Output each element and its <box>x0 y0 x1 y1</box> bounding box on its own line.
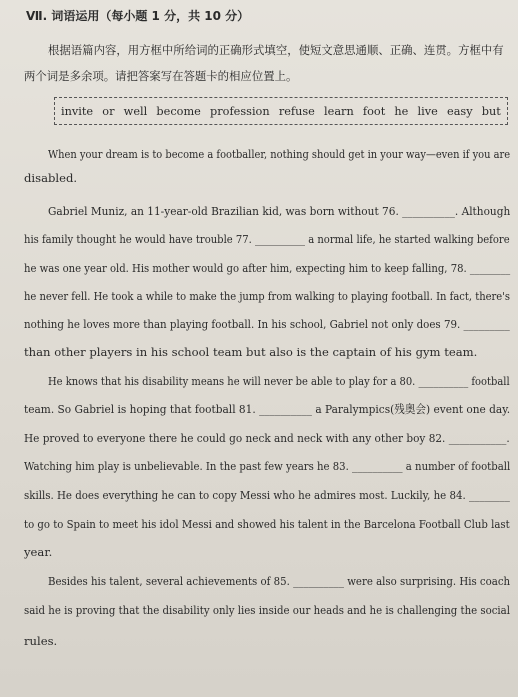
passage-line: He proved to everyone there he could go neck and neck with any other boy 82. ___________. <box>24 431 510 445</box>
passage-line: nothing he loves more than playing football. In his school, Gabriel not only does 79. _________ <box>24 317 510 331</box>
word-invite: invite <box>61 105 94 118</box>
passage-line: disabled. <box>24 171 78 185</box>
instructions-line-1: 根据语篇内容，用方框中所给词的正确形式填空，使短文意思通顺、正确、连贯。方框中有 <box>48 43 504 57</box>
passage-line: skills. He does everything he can to copy Messi who he admires most. Luckily, he 84. ________ <box>24 488 510 502</box>
word-easy: easy <box>447 105 473 118</box>
passage-line: Gabriel Muniz, an 11-year-old Brazilian kid, was born without 76. __________. Although <box>48 204 511 218</box>
word-or: or <box>102 105 115 118</box>
word-list <box>61 105 501 119</box>
passage-line: Watching him play is unbelievable. In the past few years he 83. __________ a number of football <box>24 459 511 473</box>
passage-line: than other players in his school team but also is the captain of his gym team. <box>24 345 478 359</box>
word-he: he <box>394 105 409 118</box>
passage-line: He knows that his disability means he will never be able to play for a 80. __________ football <box>48 374 510 388</box>
passage-line: Besides his talent, several achievements of 85. __________ were also surprising. His coach <box>48 574 511 588</box>
word-live: live <box>417 105 438 118</box>
word-box <box>54 97 508 125</box>
word-profession: profession <box>210 105 270 118</box>
passage-line: he never fell. He took a while to make the jump from walking to playing football. In fact, there's <box>24 289 511 303</box>
word-become: become <box>156 105 201 118</box>
passage-line: said he is proving that the disability only lies inside our heads and he is challenging the social <box>24 603 510 617</box>
section-title: Ⅶ. 词语运用（每小题 1 分，共 10 分） <box>26 9 250 23</box>
passage-line: year. <box>24 545 53 559</box>
passage-line: he was one year old. His mother would go after him, expecting him to keep falling, 78. ________ <box>24 261 511 275</box>
passage-line: his family thought he would have trouble 77. __________ a normal life, he started walking before <box>24 232 510 246</box>
passage-line: rules. <box>24 634 58 648</box>
passage-line: to go to Spain to meet his idol Messi and showed his talent in the Barcelona Football Club last <box>24 517 510 531</box>
instructions-line-2: 两个词是多余项。请把答案写在答题卡的相应位置上。 <box>24 69 298 83</box>
word-refuse: refuse <box>278 105 315 118</box>
word-learn: learn <box>324 105 354 118</box>
passage-line: When your dream is to become a footballer, nothing should get in your way—even if you are <box>48 147 511 161</box>
word-well: well <box>123 105 148 118</box>
word-but: but <box>481 105 501 118</box>
word-foot: foot <box>362 105 386 118</box>
passage-line: team. So Gabriel is hoping that football 81. __________ a Paralympics(残奥会) event one day. <box>24 402 511 416</box>
